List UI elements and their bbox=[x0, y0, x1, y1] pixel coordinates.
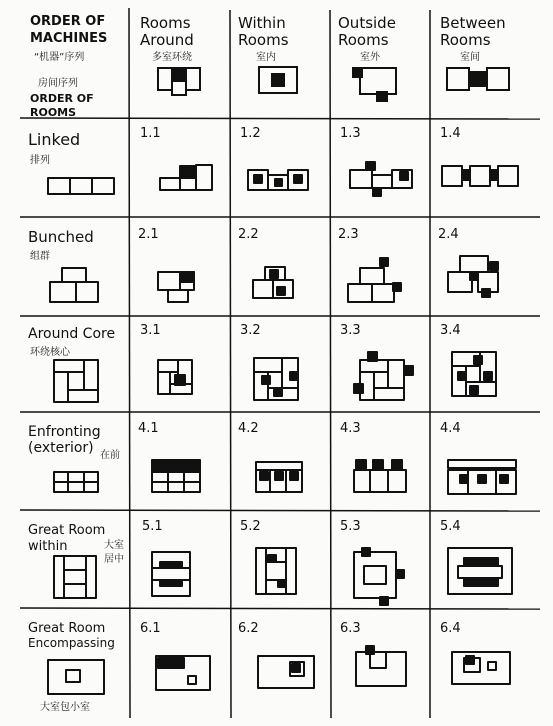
col-3-title-line1: Outside bbox=[338, 14, 396, 32]
cell-number: 1.1 bbox=[140, 126, 161, 141]
col-3-title-line2: Rooms bbox=[338, 31, 389, 49]
cell-number: 2.1 bbox=[138, 227, 159, 242]
column-headers bbox=[140, 14, 506, 63]
rooms-cn: 房间序列 bbox=[38, 78, 78, 89]
row-5-cn-line1: 大室 bbox=[104, 540, 124, 551]
order-of-machines-line1: ORDER OF bbox=[30, 14, 106, 29]
order-of-rooms-line2: ROOMS bbox=[30, 106, 77, 119]
col-1-title-line1: Rooms bbox=[140, 14, 191, 32]
cell-number: 3.4 bbox=[440, 323, 461, 338]
cell-number: 6.2 bbox=[238, 621, 259, 636]
machines-cn: “机器”序列 bbox=[34, 52, 85, 63]
cell-number: 5.1 bbox=[142, 519, 163, 534]
row-1-cn: 排列 bbox=[30, 155, 50, 166]
cell-number: 6.4 bbox=[440, 621, 461, 636]
cell-number: 4.3 bbox=[340, 421, 361, 436]
row-5-cn-line2: 居中 bbox=[104, 554, 124, 565]
row-4-cn: 在前 bbox=[100, 450, 120, 461]
row-3-cn: 环绕核心 bbox=[30, 347, 70, 358]
cell-number: 5.3 bbox=[340, 519, 361, 534]
row-3-title: Around Core bbox=[28, 326, 116, 342]
cell-number: 1.4 bbox=[440, 126, 461, 141]
row-1-title: Linked bbox=[28, 130, 81, 149]
cell-number: 2.4 bbox=[438, 227, 459, 242]
row-6-title-line1: Great Room bbox=[28, 621, 106, 636]
cell-number: 6.1 bbox=[140, 621, 161, 636]
cell-number: 5.4 bbox=[440, 519, 461, 534]
cell-number: 2.2 bbox=[238, 227, 259, 242]
row-6-cn: 大室包小室 bbox=[40, 702, 90, 713]
cell-numbers bbox=[138, 126, 461, 636]
header-icons bbox=[158, 67, 509, 101]
cell-number: 3.3 bbox=[340, 323, 361, 338]
cell-number: 1.3 bbox=[340, 126, 361, 141]
order-of-machines-line2: MACHINES bbox=[30, 31, 108, 46]
cell-number: 2.3 bbox=[338, 227, 359, 242]
row-6-title-line2: Encompassing bbox=[28, 636, 115, 650]
col-2-title-line1: Within bbox=[238, 14, 286, 32]
cell-number: 6.3 bbox=[340, 621, 361, 636]
cell-number: 3.2 bbox=[240, 323, 261, 338]
row-2-title: Bunched bbox=[28, 228, 94, 246]
cell-number: 5.2 bbox=[240, 519, 261, 534]
row-5-title-line1: Great Room bbox=[28, 523, 106, 538]
row-2-cn: 组群 bbox=[30, 251, 50, 262]
cell-number: 4.1 bbox=[138, 421, 159, 436]
col-2-title-line2: Rooms bbox=[238, 31, 289, 49]
col-1-title-line2: Around bbox=[140, 31, 194, 49]
col-4-title-line2: Rooms bbox=[440, 31, 491, 49]
cell-number: 4.4 bbox=[440, 421, 461, 436]
row-4-title-line2: (exterior) bbox=[28, 440, 94, 456]
col-4-cn: 室间 bbox=[460, 52, 480, 63]
row-4-title-line1: Enfronting bbox=[28, 424, 101, 440]
col-2-cn: 室内 bbox=[256, 52, 276, 63]
col-1-cn: 多室环绕 bbox=[152, 52, 192, 63]
cell-number: 3.1 bbox=[140, 323, 161, 338]
col-3-cn: 室外 bbox=[360, 52, 380, 63]
cell-number: 1.2 bbox=[240, 126, 261, 141]
order-of-rooms-line1: ORDER OF bbox=[30, 92, 94, 105]
row-5-title-line2: within bbox=[28, 539, 68, 554]
cell-number: 4.2 bbox=[238, 421, 259, 436]
col-4-title-line1: Between bbox=[440, 14, 506, 32]
corner-header bbox=[30, 14, 107, 119]
